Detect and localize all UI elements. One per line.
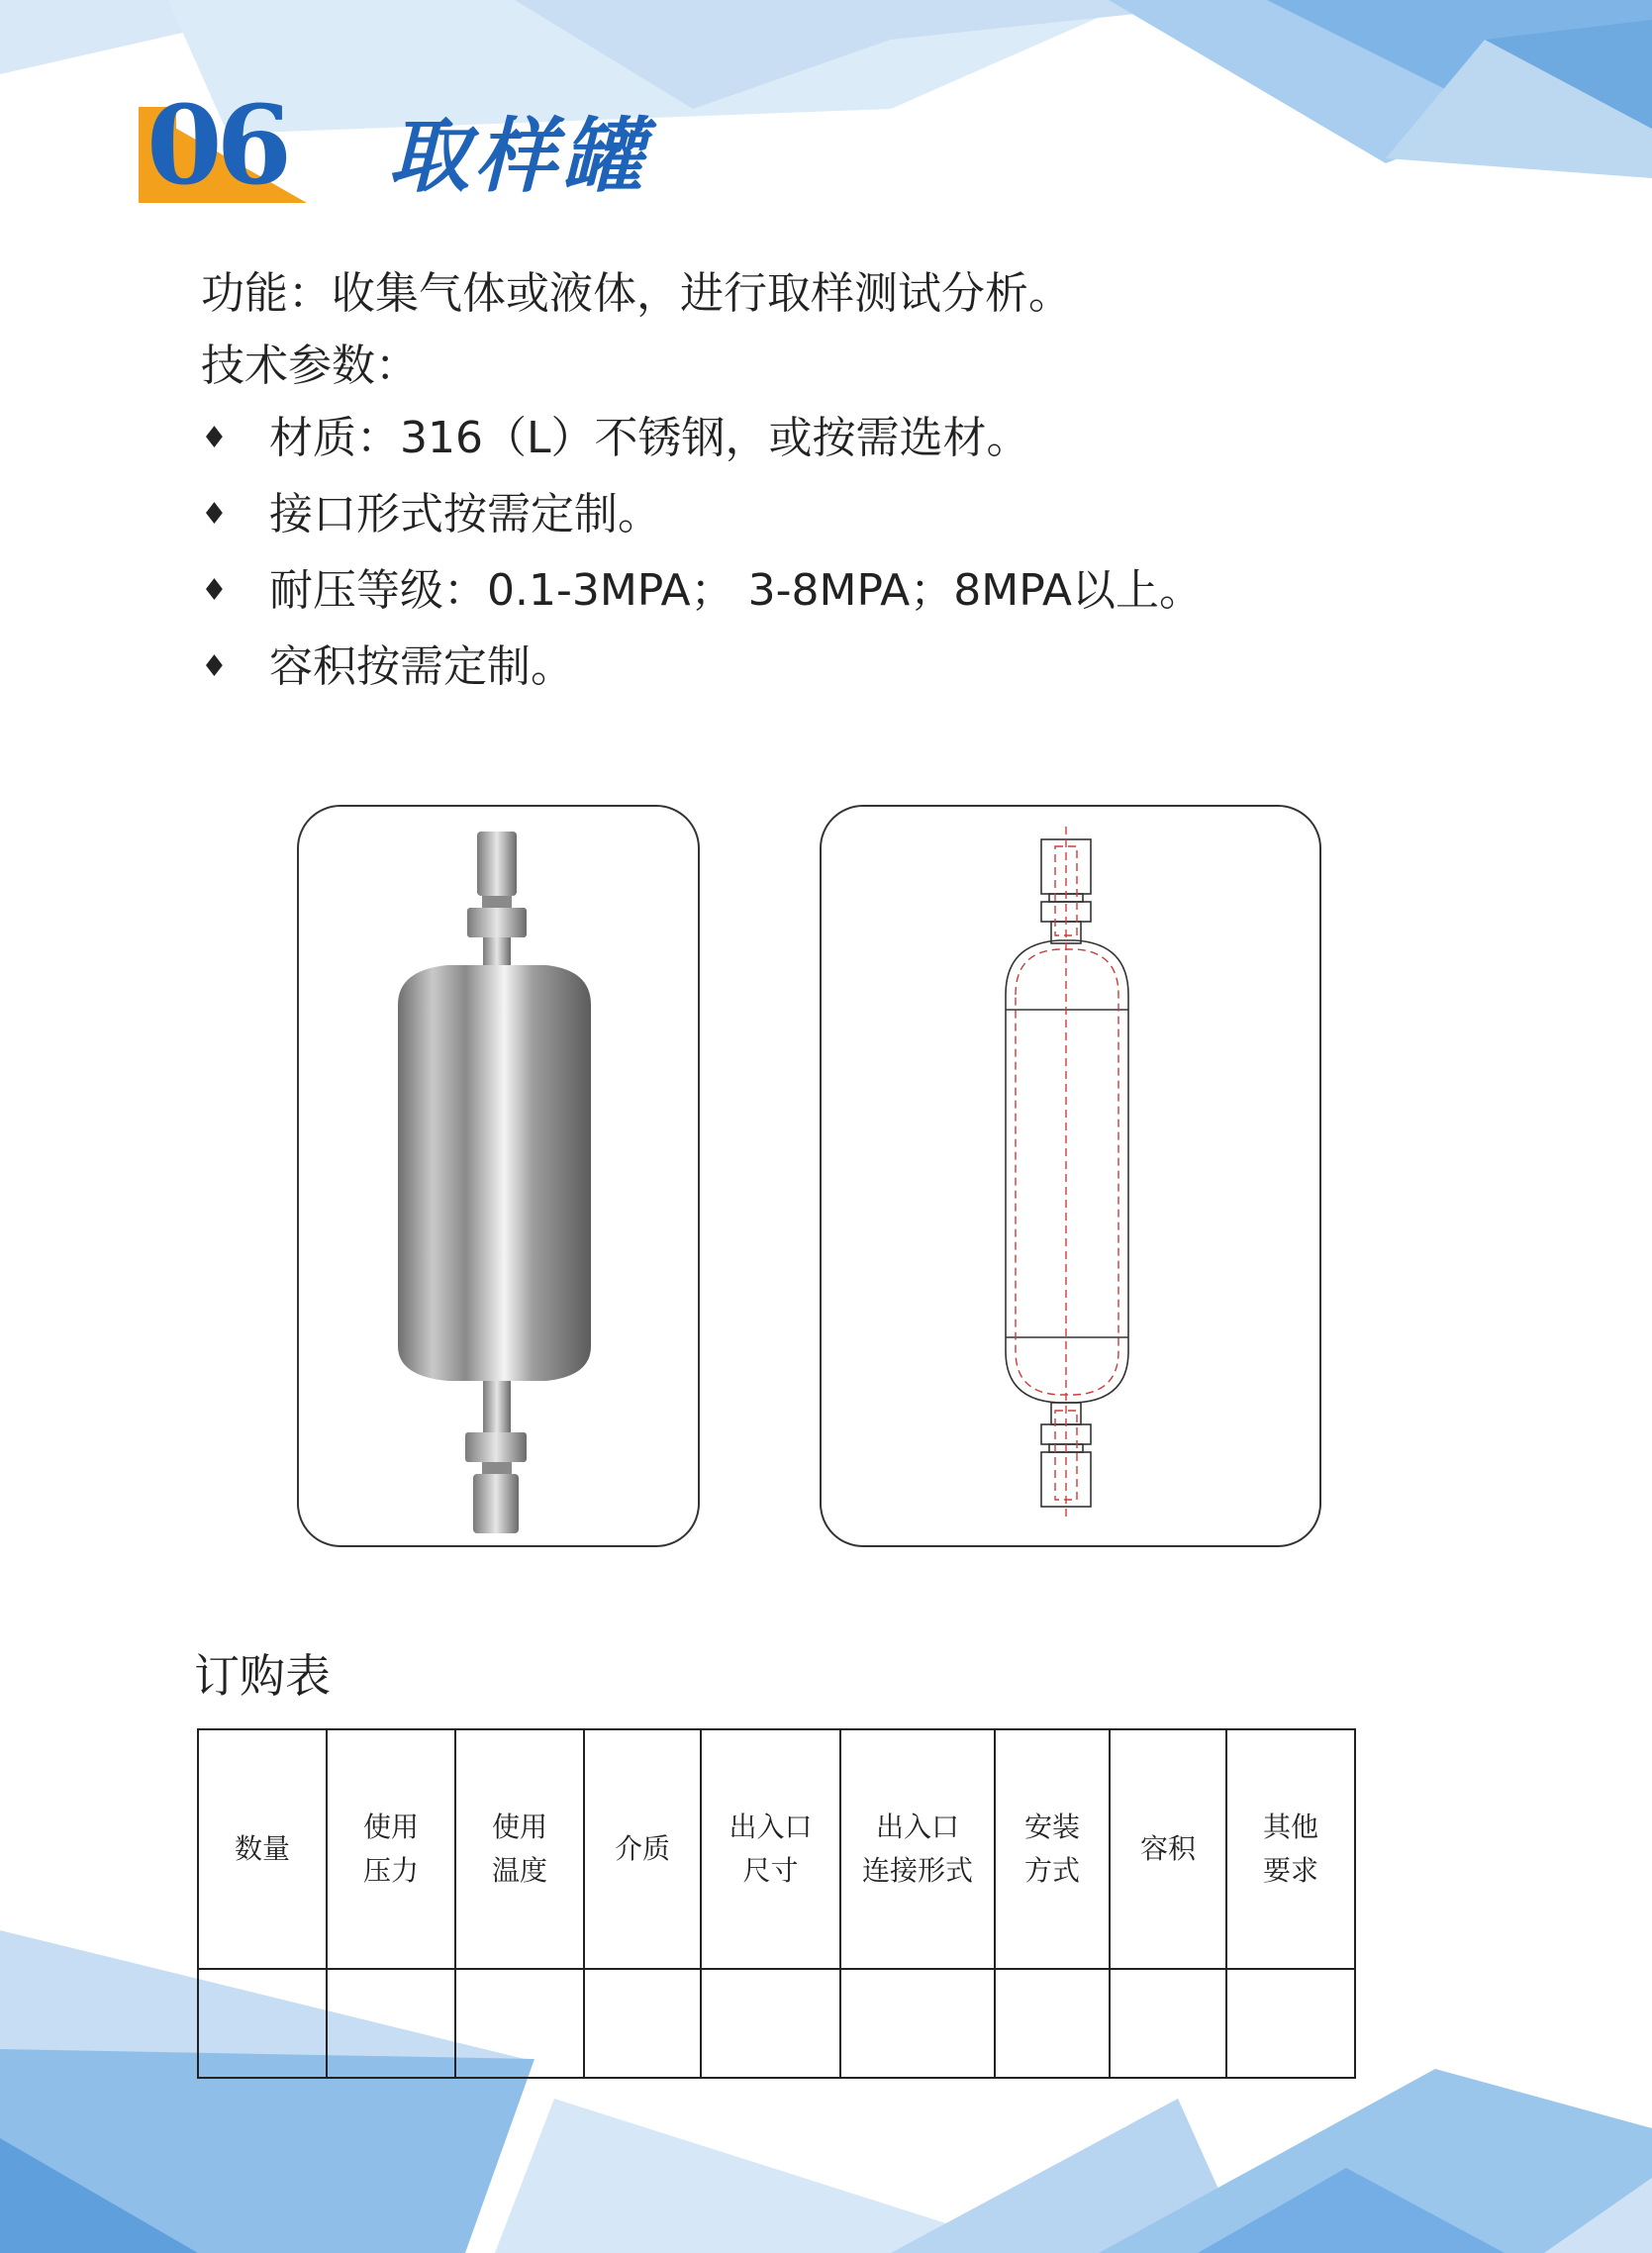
bullet-icon: ♦ xyxy=(201,649,228,684)
header-quantity: 数量 xyxy=(198,1729,327,1969)
header-volume: 容积 xyxy=(1110,1729,1226,1969)
table-cell[interactable] xyxy=(327,1969,455,2078)
header-working-pressure: 使用 压力 xyxy=(327,1729,455,1969)
table-cell[interactable] xyxy=(1226,1969,1355,2078)
header-installation: 安装 方式 xyxy=(995,1729,1110,1969)
table-cell[interactable] xyxy=(584,1969,701,2078)
bullet-pressure: 耐压等级：0.1-3MPA； 3-8MPA；8MPA以上。 xyxy=(269,565,1204,616)
technical-drawing-frame xyxy=(820,805,1321,1547)
section-number: 06 xyxy=(146,81,287,209)
bullet-interface: 接口形式按需定制。 xyxy=(269,489,661,539)
table-cell[interactable] xyxy=(1110,1969,1226,2078)
table-cell[interactable] xyxy=(455,1969,584,2078)
header-other-requirements: 其他 要求 xyxy=(1226,1729,1355,1969)
bullet-icon: ♦ xyxy=(201,573,228,608)
function-line: 功能：收集气体或液体，进行取样测试分析。 xyxy=(201,268,1072,319)
table-cell[interactable] xyxy=(198,1969,327,2078)
bullet-icon: ♦ xyxy=(201,421,228,455)
params-heading: 技术参数： xyxy=(201,341,419,391)
order-table xyxy=(197,1728,1356,2079)
header-working-temperature: 使用 温度 xyxy=(455,1729,584,1969)
product-photo-frame xyxy=(297,805,700,1547)
table-cell[interactable] xyxy=(995,1969,1110,2078)
sampling-cylinder-drawing-icon xyxy=(822,807,1319,1545)
header-port-connection: 出入口 连接形式 xyxy=(840,1729,995,1969)
page-title: 取样罐 xyxy=(388,110,649,204)
order-table-title: 订购表 xyxy=(194,1649,331,1703)
table-cell[interactable] xyxy=(840,1969,995,2078)
sampling-cylinder-photo-icon xyxy=(299,807,698,1545)
table-header-row xyxy=(198,1729,1355,1969)
bullet-volume: 容积按需定制。 xyxy=(269,641,574,692)
bullet-icon: ♦ xyxy=(201,497,228,532)
bullet-material: 材质：316（L）不锈钢，或按需选材。 xyxy=(269,413,1030,463)
table-row xyxy=(198,1969,1355,2078)
header-medium: 介质 xyxy=(584,1729,701,1969)
table-cell[interactable] xyxy=(701,1969,840,2078)
header-port-size: 出入口 尺寸 xyxy=(701,1729,840,1969)
section-number-badge xyxy=(139,81,317,209)
